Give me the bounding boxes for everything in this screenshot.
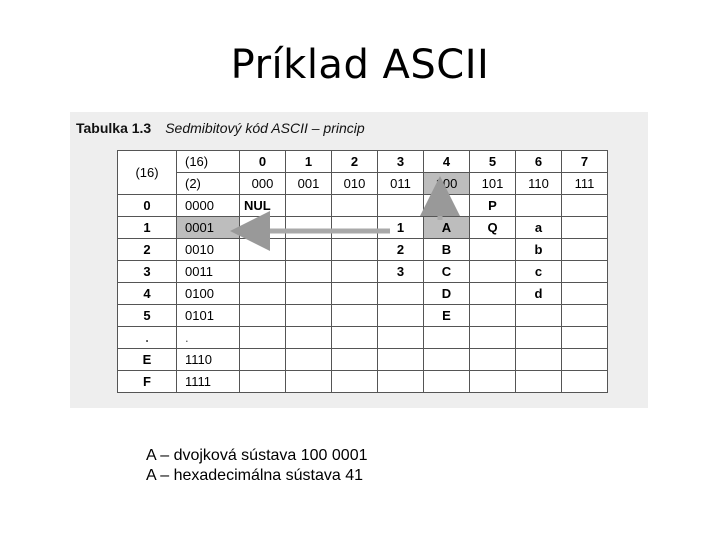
char-cell [562, 327, 608, 349]
char-cell: Q [470, 217, 516, 239]
col-bin: 101 [470, 173, 516, 195]
row-hex: 2 [118, 239, 177, 261]
char-cell [240, 371, 286, 393]
char-cell [332, 239, 378, 261]
char-cell-highlighted: A [424, 217, 470, 239]
char-cell [424, 327, 470, 349]
note-hex: A – hexadecimálna sústava 41 [146, 467, 364, 484]
char-cell [470, 305, 516, 327]
col-bin: 000 [240, 173, 286, 195]
col-bin-highlighted: 100 [424, 173, 470, 195]
table-row [118, 305, 608, 327]
row-bin: . [177, 327, 240, 349]
table-row [118, 217, 608, 239]
char-cell: d [516, 283, 562, 305]
col-hex: 0 [240, 151, 286, 173]
char-cell [378, 195, 424, 217]
char-cell [562, 305, 608, 327]
char-cell [516, 371, 562, 393]
row-bin: 0000 [177, 195, 240, 217]
row-hex: 1 [118, 217, 177, 239]
char-cell: B [424, 239, 470, 261]
char-cell [516, 305, 562, 327]
char-cell [286, 195, 332, 217]
explanation-notes [146, 446, 368, 486]
char-cell [562, 371, 608, 393]
scanned-table-image [70, 112, 648, 408]
char-cell: D [424, 283, 470, 305]
char-cell [562, 239, 608, 261]
char-cell [470, 371, 516, 393]
col-hex: 1 [286, 151, 332, 173]
table-row [118, 371, 608, 393]
char-cell [240, 349, 286, 371]
row-hex: . [118, 327, 177, 349]
col-bin: 010 [332, 173, 378, 195]
char-cell [332, 283, 378, 305]
char-cell [424, 195, 470, 217]
char-cell [240, 305, 286, 327]
col-hex: 4 [424, 151, 470, 173]
table-row [118, 283, 608, 305]
char-cell [470, 283, 516, 305]
row-hex: F [118, 371, 177, 393]
row-hex: 3 [118, 261, 177, 283]
char-cell [562, 349, 608, 371]
row-bin: 0010 [177, 239, 240, 261]
char-cell [286, 217, 332, 239]
char-cell [424, 349, 470, 371]
char-cell [332, 217, 378, 239]
char-cell [286, 371, 332, 393]
char-cell: 1 [378, 217, 424, 239]
table-caption [76, 120, 365, 136]
row-bin-highlighted: 0001 [177, 217, 240, 239]
char-cell [470, 349, 516, 371]
header-row-hex [118, 151, 608, 173]
table-row [118, 195, 608, 217]
char-cell [516, 195, 562, 217]
char-cell [378, 371, 424, 393]
char-cell [562, 261, 608, 283]
row-bin: 0100 [177, 283, 240, 305]
col-hex: 3 [378, 151, 424, 173]
char-cell [378, 283, 424, 305]
table-row [118, 261, 608, 283]
col-bin: 110 [516, 173, 562, 195]
char-cell: NUL [240, 195, 286, 217]
char-cell [424, 371, 470, 393]
char-cell: E [424, 305, 470, 327]
char-cell [286, 327, 332, 349]
slide-title: Príklad ASCII [230, 42, 490, 88]
char-cell [286, 261, 332, 283]
col-hex: 6 [516, 151, 562, 173]
char-cell [332, 349, 378, 371]
char-cell [562, 195, 608, 217]
char-cell: c [516, 261, 562, 283]
char-cell [470, 261, 516, 283]
row-hex: 0 [118, 195, 177, 217]
char-cell [516, 327, 562, 349]
char-cell [240, 283, 286, 305]
row-bin: 0101 [177, 305, 240, 327]
col-hex: 2 [332, 151, 378, 173]
char-cell: a [516, 217, 562, 239]
header-row-bin [118, 173, 608, 195]
char-cell [240, 327, 286, 349]
char-cell [240, 217, 286, 239]
col-hex: 5 [470, 151, 516, 173]
header-corner: (16) [118, 151, 177, 195]
char-cell: 2 [378, 239, 424, 261]
col-bin: 011 [378, 173, 424, 195]
col-hex: 7 [562, 151, 608, 173]
char-cell [286, 305, 332, 327]
table-row [118, 349, 608, 371]
row-hex: 4 [118, 283, 177, 305]
char-cell [332, 261, 378, 283]
char-cell [516, 349, 562, 371]
char-cell [332, 327, 378, 349]
header-row1-label: (16) [177, 151, 240, 173]
char-cell [332, 195, 378, 217]
caption-text: Sedmibitový kód ASCII – princip [165, 120, 365, 136]
char-cell [240, 261, 286, 283]
ascii-table [117, 150, 608, 393]
note-binary: A – dvojková sústava 100 0001 [146, 447, 368, 464]
char-cell [378, 349, 424, 371]
char-cell [470, 239, 516, 261]
col-bin: 111 [562, 173, 608, 195]
char-cell [286, 239, 332, 261]
col-bin: 001 [286, 173, 332, 195]
char-cell [562, 283, 608, 305]
char-cell [332, 305, 378, 327]
char-cell [562, 217, 608, 239]
char-cell [240, 239, 286, 261]
char-cell: C [424, 261, 470, 283]
table-row [118, 239, 608, 261]
char-cell [286, 283, 332, 305]
char-cell [286, 349, 332, 371]
caption-number: Tabulka 1.3 [76, 120, 152, 136]
char-cell [378, 327, 424, 349]
row-bin: 0011 [177, 261, 240, 283]
row-bin: 1110 [177, 349, 240, 371]
table-row [118, 327, 608, 349]
char-cell: P [470, 195, 516, 217]
char-cell [378, 305, 424, 327]
char-cell [332, 371, 378, 393]
char-cell [470, 327, 516, 349]
row-hex: E [118, 349, 177, 371]
row-hex: 5 [118, 305, 177, 327]
row-bin: 1111 [177, 371, 240, 393]
header-row2-label: (2) [177, 173, 240, 195]
char-cell: b [516, 239, 562, 261]
char-cell: 3 [378, 261, 424, 283]
